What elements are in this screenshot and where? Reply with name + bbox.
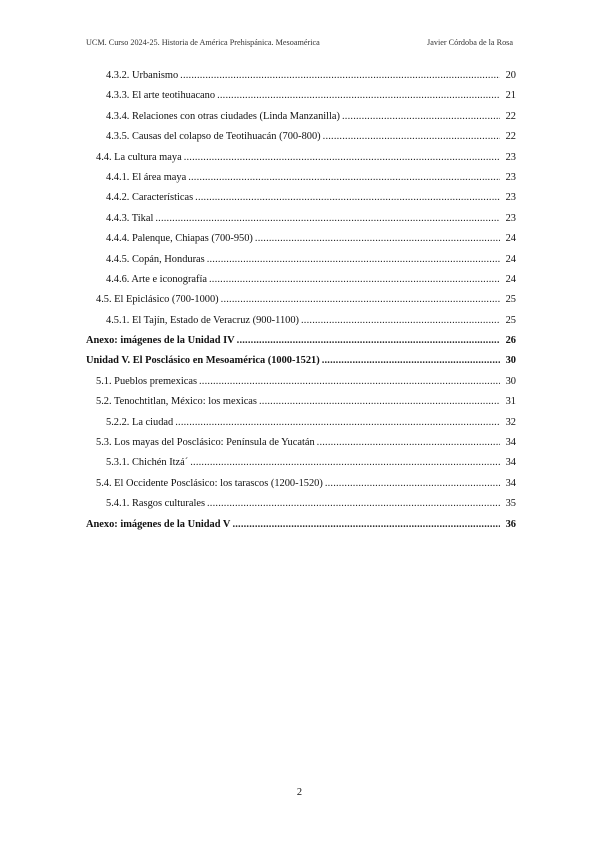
toc-dot-leader	[342, 111, 500, 122]
toc-entry-label: 4.4.4. Palenque, Chiapas (700-950)	[106, 233, 253, 245]
toc-dot-leader	[325, 478, 500, 489]
toc-entry[interactable]	[86, 355, 516, 375]
toc-dot-leader	[195, 192, 500, 203]
toc-entry-page: 35	[505, 498, 516, 510]
toc-dot-leader	[180, 70, 500, 81]
toc-entry[interactable]	[86, 131, 516, 151]
header-author: Javier Córdoba de la Rosa	[427, 38, 513, 47]
toc-entry-page: 23	[505, 151, 516, 163]
toc-entry[interactable]	[86, 437, 516, 457]
toc-dot-leader	[209, 274, 500, 285]
toc-dot-leader	[301, 315, 500, 326]
toc-entry-page: 30	[505, 375, 516, 387]
toc-entry-label: Anexo: imágenes de la Unidad V	[86, 518, 231, 530]
toc-entry-page: 24	[505, 233, 516, 245]
toc-entry-page: 23	[505, 192, 516, 204]
toc-entry-page: 24	[505, 273, 516, 285]
page-header	[86, 38, 513, 47]
toc-entry-label: 4.5. El Epiclásico (700-1000)	[96, 294, 219, 306]
toc-entry-page: 21	[505, 90, 516, 102]
toc-entry-page: 31	[505, 396, 516, 408]
toc-entry-label: 4.4. La cultura maya	[96, 151, 182, 163]
toc-entry-page: 36	[505, 518, 516, 530]
toc-entry-page: 23	[505, 171, 516, 183]
toc-dot-leader	[175, 417, 500, 428]
toc-entry-page: 22	[505, 131, 516, 143]
toc-entry-page: 34	[505, 437, 516, 449]
toc-entry-page: 30	[505, 355, 516, 367]
toc-entry-label: 5.3. Los mayas del Posclásico: Península de Yucatán	[96, 437, 315, 449]
toc-entry-label: 4.3.4. Relaciones con otras ciudades (Linda Manzanilla)	[106, 110, 340, 122]
toc-dot-leader	[184, 152, 500, 163]
toc-entry[interactable]	[86, 152, 516, 172]
toc-entry[interactable]	[86, 315, 516, 335]
toc-entry-label: 5.4.1. Rasgos culturales	[106, 498, 205, 510]
toc-entry-label: 4.4.1. El área maya	[106, 171, 187, 183]
toc-entry[interactable]	[86, 274, 516, 294]
toc-entry[interactable]	[86, 457, 516, 477]
toc-entry[interactable]	[86, 478, 516, 498]
toc-entry[interactable]	[86, 111, 516, 131]
toc-entry-label: 4.4.2. Características	[106, 192, 194, 204]
header-course-title: UCM. Curso 2024-25. Historia de América Prehispánica. Mesoamérica	[86, 38, 320, 47]
toc-dot-leader	[207, 498, 500, 509]
toc-entry[interactable]	[86, 70, 516, 90]
toc-dot-leader	[259, 396, 500, 407]
toc-dot-leader	[188, 172, 500, 183]
toc-dot-leader	[232, 519, 500, 530]
toc-entry-page: 25	[505, 314, 516, 326]
page-number: 2	[296, 787, 303, 798]
toc-entry[interactable]	[86, 376, 516, 396]
toc-entry-page: 25	[505, 294, 516, 306]
toc-entry-label: 4.5.1. El Tajín, Estado de Veracruz (900-1100)	[106, 314, 299, 326]
toc-dot-leader	[255, 233, 500, 244]
toc-entry-label: 4.4.5. Copán, Honduras	[106, 253, 205, 265]
toc-entry-label: 5.2. Tenochtitlan, México: los mexicas	[96, 396, 257, 408]
toc-dot-leader	[323, 131, 500, 142]
toc-dot-leader	[217, 90, 500, 101]
toc-entry[interactable]	[86, 90, 516, 110]
toc-entry-label: 5.4. El Occidente Posclásico: los tarascos (1200-1520)	[96, 477, 323, 489]
toc-entry[interactable]	[86, 254, 516, 274]
toc-entry-label: 4.3.5. Causas del colapso de Teotihuacán (700-800)	[106, 131, 321, 143]
toc-entry-page: 32	[505, 416, 516, 428]
toc-dot-leader	[199, 376, 500, 387]
toc-entry[interactable]	[86, 519, 516, 539]
toc-entry-page: 22	[505, 110, 516, 122]
toc-entry-label: Anexo: imágenes de la Unidad IV	[86, 335, 235, 347]
toc-entry[interactable]	[86, 294, 516, 314]
toc-dot-leader	[207, 254, 500, 265]
toc-entry-page: 26	[505, 335, 516, 347]
toc-entry-page: 34	[505, 477, 516, 489]
toc-entry-label: 5.1. Pueblos premexicas	[96, 375, 197, 387]
toc-entry-page: 20	[505, 70, 516, 81]
toc-entry-page: 34	[505, 457, 516, 469]
toc-entry[interactable]	[86, 396, 516, 416]
toc-entry-page: 24	[505, 253, 516, 265]
toc-dot-leader	[221, 294, 500, 305]
toc-entry-label: 5.2.2. La ciudad	[106, 416, 174, 428]
toc-dot-leader	[317, 437, 500, 448]
toc-dot-leader	[190, 457, 500, 468]
toc-entry-label: Unidad V. El Posclásico en Mesoamérica (1000-1521)	[86, 355, 320, 367]
toc-entry-label: 4.4.3. Tikal	[106, 212, 154, 224]
toc-entry-label: 4.3.3. El arte teotihuacano	[106, 90, 216, 102]
toc-entry-label: 4.4.6. Arte e iconografía	[106, 273, 207, 285]
toc-dot-leader	[237, 335, 500, 346]
table-of-contents	[86, 70, 516, 539]
toc-entry[interactable]	[86, 233, 516, 253]
toc-dot-leader	[322, 355, 500, 366]
toc-entry[interactable]	[86, 213, 516, 233]
toc-entry-label: 5.3.1. Chichén Itzá´	[106, 457, 189, 469]
toc-entry[interactable]	[86, 335, 516, 355]
toc-entry-page: 23	[505, 212, 516, 224]
toc-entry[interactable]	[86, 498, 516, 518]
toc-entry[interactable]	[86, 417, 516, 437]
toc-entry-label: 4.3.2. Urbanismo	[106, 70, 179, 81]
toc-entry[interactable]	[86, 172, 516, 192]
toc-dot-leader	[155, 213, 500, 224]
toc-entry[interactable]	[86, 192, 516, 212]
